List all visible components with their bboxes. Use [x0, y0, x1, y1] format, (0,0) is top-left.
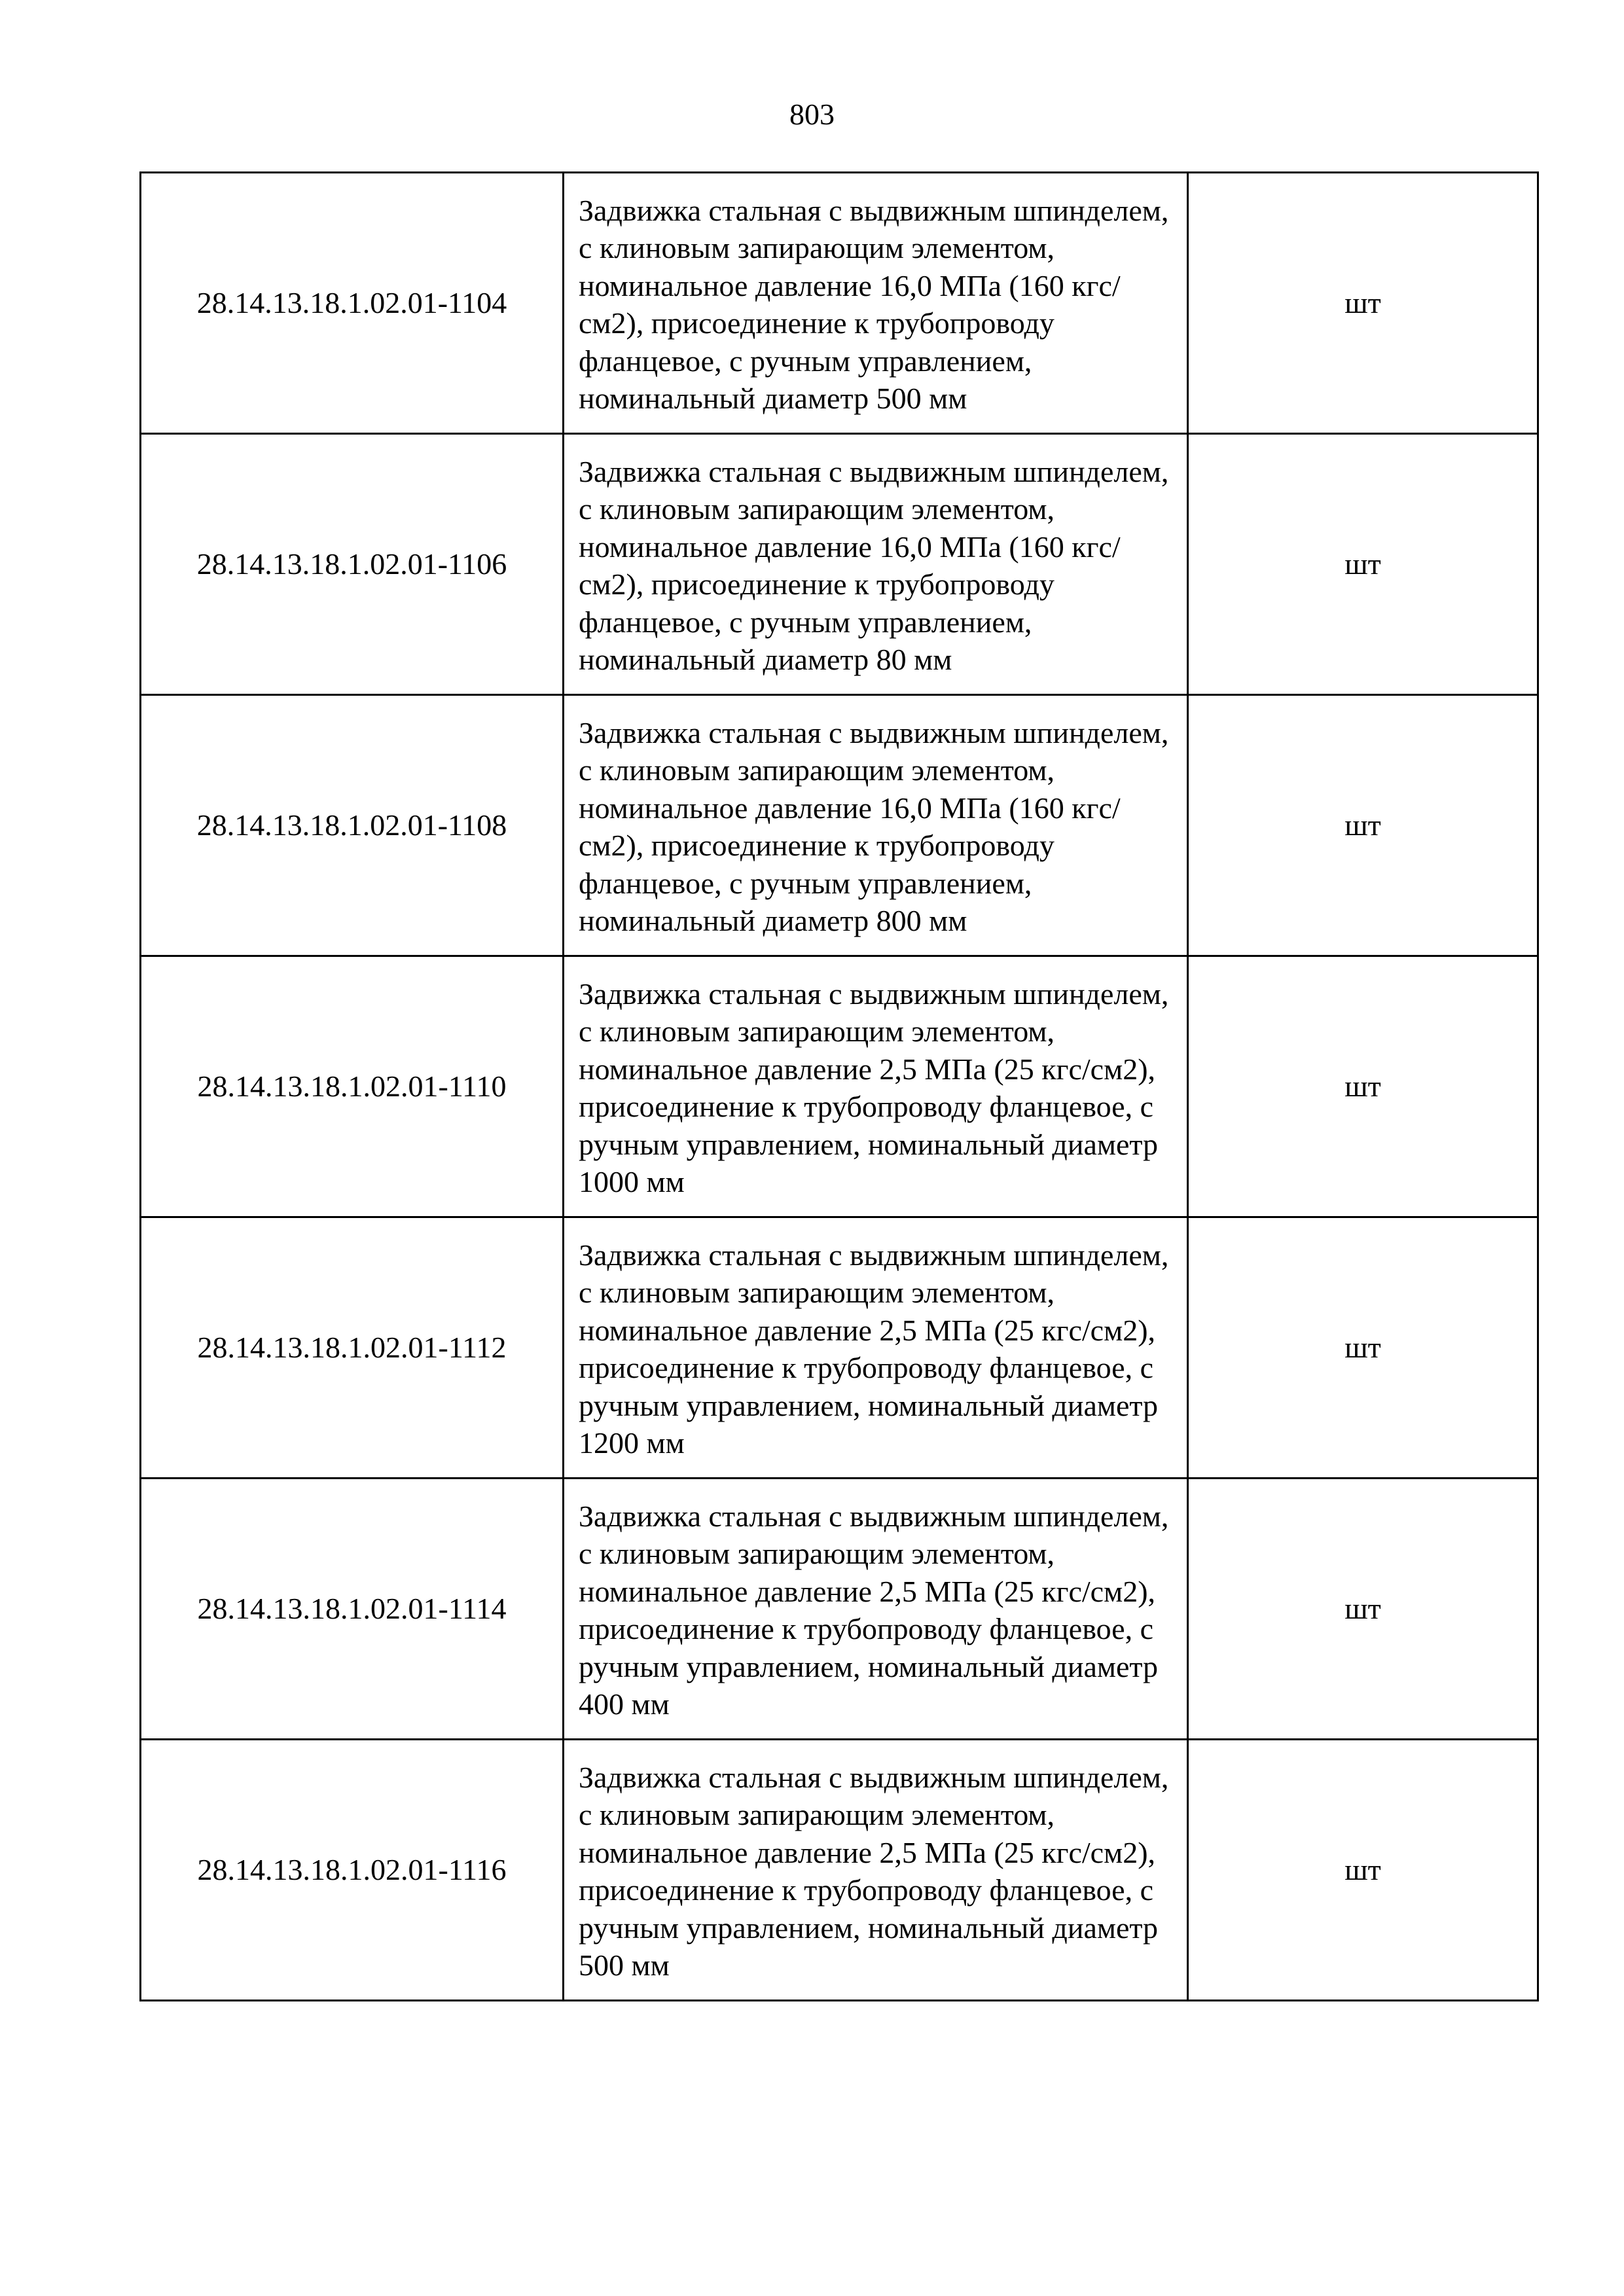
- resource-unit: шт: [1188, 1217, 1538, 1479]
- page-number: 803: [789, 98, 835, 131]
- resource-description: Задвижка стальная с выдвижным шпинделем, с клиновым запирающим элементом, номинальное давление 16,0 МПа (160 кгс/см2), присоединение к трубопроводу фланцевое, с ручным управлением, номинальный диаметр 800 мм: [564, 695, 1188, 956]
- resource-code: 28.14.13.18.1.02.01-1104: [141, 173, 564, 434]
- resource-code: 28.14.13.18.1.02.01-1108: [141, 695, 564, 956]
- table-row: [141, 173, 1538, 434]
- resource-unit: шт: [1188, 1479, 1538, 1740]
- table-row: [141, 434, 1538, 695]
- resource-unit: шт: [1188, 1740, 1538, 2001]
- resource-description: Задвижка стальная с выдвижным шпинделем, с клиновым запирающим элементом, номинальное давление 2,5 МПа (25 кгс/см2), присоединение к трубопроводу фланцевое, с ручным управлением, номинальный диаметр 500 мм: [564, 1740, 1188, 2001]
- resource-unit: шт: [1188, 173, 1538, 434]
- table-row: [141, 1217, 1538, 1479]
- resource-description: Задвижка стальная с выдвижным шпинделем, с клиновым запирающим элементом, номинальное давление 16,0 МПа (160 кгс/см2), присоединение к трубопроводу фланцевое, с ручным управлением, номинальный диаметр 500 мм: [564, 173, 1188, 434]
- resource-table: [139, 171, 1539, 2001]
- resource-code: 28.14.13.18.1.02.01-1116: [141, 1740, 564, 2001]
- resource-unit: шт: [1188, 434, 1538, 695]
- table-row: [141, 956, 1538, 1217]
- resource-unit: шт: [1188, 956, 1538, 1217]
- resource-code: 28.14.13.18.1.02.01-1110: [141, 956, 564, 1217]
- resource-description: Задвижка стальная с выдвижным шпинделем, с клиновым запирающим элементом, номинальное давление 16,0 МПа (160 кгс/см2), присоединение к трубопроводу фланцевое, с ручным управлением, номинальный диаметр 80 мм: [564, 434, 1188, 695]
- table-row: [141, 1740, 1538, 2001]
- resource-code: 28.14.13.18.1.02.01-1106: [141, 434, 564, 695]
- resource-description: Задвижка стальная с выдвижным шпинделем, с клиновым запирающим элементом, номинальное давление 2,5 МПа (25 кгс/см2), присоединение к трубопроводу фланцевое, с ручным управлением, номинальный диаметр 1200 мм: [564, 1217, 1188, 1479]
- resource-code: 28.14.13.18.1.02.01-1112: [141, 1217, 564, 1479]
- table-row: [141, 1479, 1538, 1740]
- table-row: [141, 695, 1538, 956]
- resource-unit: шт: [1188, 695, 1538, 956]
- resource-description: Задвижка стальная с выдвижным шпинделем, с клиновым запирающим элементом, номинальное давление 2,5 МПа (25 кгс/см2), присоединение к трубопроводу фланцевое, с ручным управлением, номинальный диаметр 400 мм: [564, 1479, 1188, 1740]
- resource-code: 28.14.13.18.1.02.01-1114: [141, 1479, 564, 1740]
- resource-description: Задвижка стальная с выдвижным шпинделем, с клиновым запирающим элементом, номинальное давление 2,5 МПа (25 кгс/см2), присоединение к трубопроводу фланцевое, с ручным управлением, номинальный диаметр 1000 мм: [564, 956, 1188, 1217]
